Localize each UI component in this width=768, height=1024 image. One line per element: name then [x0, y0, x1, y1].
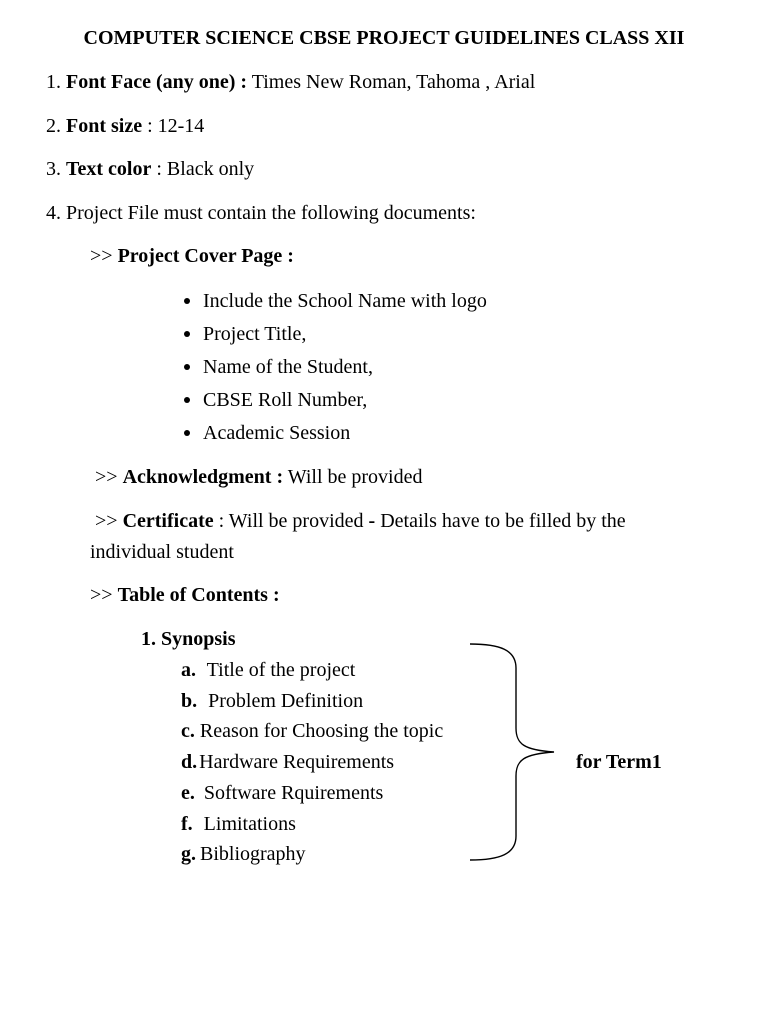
cover-bullet: Include the School Name with logo: [203, 290, 487, 312]
toc-subitem: [181, 750, 394, 774]
bullet-icon: [184, 298, 190, 304]
certificate-line: [95, 509, 626, 533]
section-value: Will be provided: [283, 466, 423, 488]
section-prefix: >>: [90, 584, 118, 606]
item-label: Text color: [66, 158, 152, 180]
subitem-letter: e.: [181, 782, 195, 804]
section-value: : Will be provided: [213, 510, 369, 532]
section-dash: -: [368, 510, 376, 532]
bullet-icon: [184, 364, 190, 370]
item-value: : Black only: [151, 158, 255, 180]
bullet-icon: [184, 331, 190, 337]
cover-bullet: Academic Session: [203, 422, 351, 444]
term-label: for Term1: [576, 751, 662, 773]
item-label: Font size: [66, 115, 143, 137]
subitem-letter: a.: [181, 659, 196, 681]
section-prefix: >>: [95, 466, 123, 488]
item-number: 3.: [46, 158, 61, 180]
subitem-letter: f.: [181, 813, 193, 835]
section-label: Project Cover Page :: [117, 245, 294, 267]
item-text-color: [46, 157, 254, 181]
item-number: 1.: [46, 71, 61, 93]
subitem-letter: b.: [181, 690, 198, 712]
subitem-text: Software Rquirements: [198, 782, 384, 804]
page-title: COMPUTER SCIENCE CBSE PROJECT GUIDELINES CLASS XII: [83, 27, 685, 49]
toc-subitem: [181, 689, 363, 713]
item-font-face: [46, 70, 535, 94]
section-value: Details have to be filled by the: [375, 510, 626, 532]
toc-subitem: [181, 781, 383, 805]
subitem-letter: c.: [181, 720, 195, 742]
section-prefix: >>: [95, 510, 123, 532]
acknowledgment-line: [95, 465, 422, 489]
subitem-text: Bibliography: [200, 843, 306, 865]
cover-bullet: CBSE Roll Number,: [203, 389, 368, 411]
subitem-text: Title of the project: [202, 659, 356, 681]
toc-subitem: [181, 719, 443, 743]
synopsis-heading: 1. Synopsis: [141, 628, 236, 650]
bullet-icon: [184, 430, 190, 436]
toc-heading: [90, 583, 280, 607]
toc-subitem: [181, 658, 355, 682]
bullet-icon: [184, 397, 190, 403]
certificate-line-2: individual student: [90, 541, 234, 563]
item-label: Font Face (any one) :: [66, 71, 248, 93]
toc-subitem: [181, 812, 296, 836]
subitem-letter: d.: [181, 751, 198, 773]
section-label: Acknowledgment :: [122, 466, 284, 488]
item-number: 2.: [46, 115, 61, 137]
item-value: : 12-14: [142, 115, 205, 137]
item-number: 4.: [46, 202, 61, 224]
subitem-text: Problem Definition: [203, 690, 364, 712]
subitem-letter: g.: [181, 843, 196, 865]
section-prefix: >>: [90, 245, 118, 267]
item-value: Project File must contain the following documents:: [61, 202, 476, 224]
subitem-text: Limitations: [198, 813, 296, 835]
item-value: Times New Roman, Tahoma , Arial: [247, 71, 536, 93]
subitem-text: Reason for Choosing the topic: [199, 720, 444, 742]
section-label: Table of Contents :: [117, 584, 280, 606]
cover-bullet: Project Title,: [203, 323, 307, 345]
cover-page-heading: [90, 244, 294, 268]
item-font-size: [46, 114, 204, 138]
subitem-text: Hardware Requirements: [199, 751, 395, 773]
toc-subitem: [181, 842, 306, 866]
curly-brace-icon: [468, 640, 568, 866]
section-label: Certificate: [122, 510, 214, 532]
item-project-file: [46, 201, 476, 225]
cover-bullet: Name of the Student,: [203, 356, 373, 378]
